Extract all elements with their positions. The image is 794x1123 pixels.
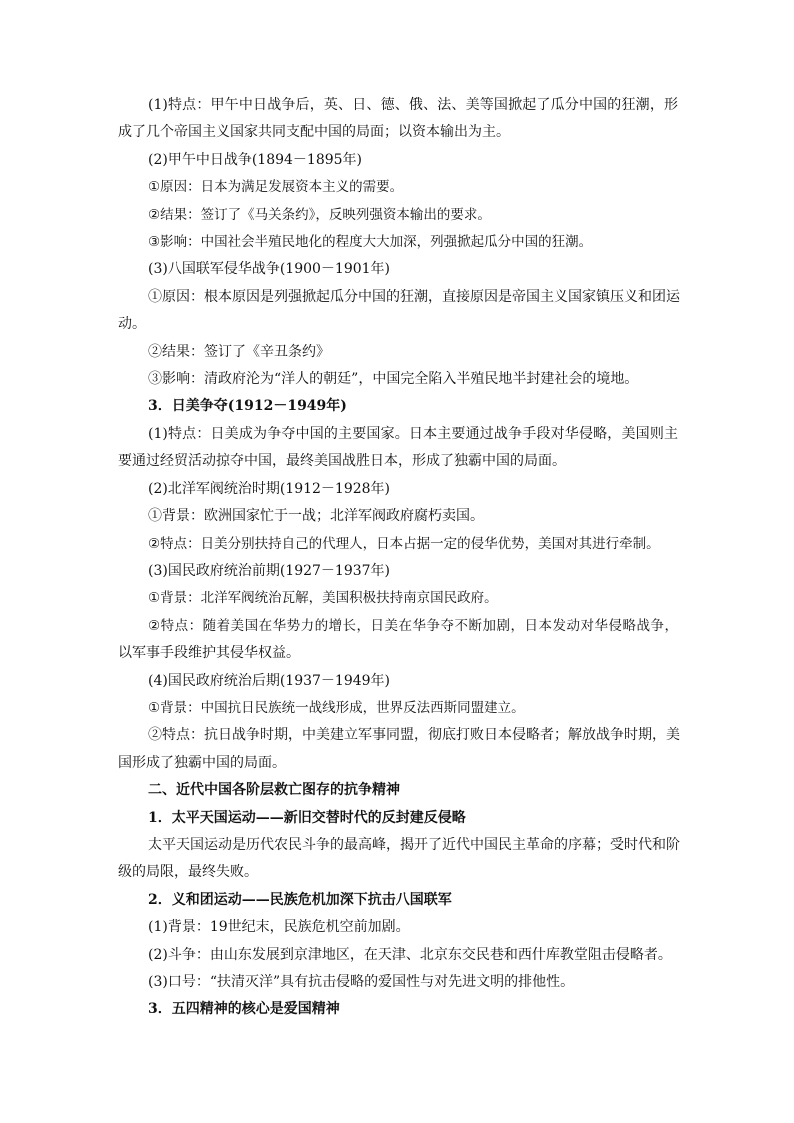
text-line: (1)背景：19世纪末，民族危机空前加剧。 xyxy=(148,919,410,936)
text-line: (2)甲午中日战争(1894－1895年) xyxy=(148,151,363,168)
text-line: ③影响：清政府沦为“洋人的朝廷”，中国完全陷入半殖民地半封建社会的境地。 xyxy=(148,371,639,388)
text-line: ③影响：中国社会半殖民地化的程度大大加深，列强掀起瓜分中国的狂潮。 xyxy=(148,234,593,251)
text-line: (3)八国联军侵华战争(1900－1901年) xyxy=(148,261,391,278)
text-line: (1)特点：日美成为争夺中国的主要国家。日本主要通过战争手段对华侵略，美国则主 xyxy=(148,425,678,442)
text-line: 1．太平天国运动——新旧交替时代的反封建反侵略 xyxy=(148,809,466,826)
text-line: 级的局限，最终失败。 xyxy=(118,864,258,881)
text-line: ②特点：随着美国在华势力的增长，日美在华争夺不断加剧，日本发动对华侵略战争， xyxy=(148,617,678,634)
text-line: ①原因：日本为满足发展资本主义的需要。 xyxy=(148,179,404,196)
text-line: 2．义和团运动——民族危机加深下抗击八国联军 xyxy=(148,891,452,908)
text-line: 成了几个帝国主义国家共同支配中国的局面；以资本输出为主。 xyxy=(118,124,510,141)
text-line: (2)斗争：由山东发展到京津地区，在天津、北京东交民巷和西什库教堂阻击侵略者。 xyxy=(148,946,672,963)
text-line: 国形成了独霸中国的局面。 xyxy=(118,754,286,771)
text-line: ②特点：抗日战争时期，中美建立军事同盟，彻底打败日本侵略者；解放战争时期，美 xyxy=(148,727,680,744)
text-line: ①原因：根本原因是列强掀起瓜分中国的狂潮，直接原因是帝国主义国家镇压义和团运 xyxy=(148,288,680,305)
text-line: ②结果：签订了《马关条约》，反映列强资本输出的要求。 xyxy=(148,206,491,223)
text-line: 要通过经贸活动掠夺中国，最终美国战胜日本，形成了独霸中国的局面。 xyxy=(118,453,566,470)
text-line: ②特点：日美分别扶持自己的代理人，日本占据一定的侵华优势，美国对其进行牵制。 xyxy=(148,535,660,552)
text-line: 3．日美争夺(1912－1949年) xyxy=(148,398,347,415)
text-line: (1)特点：甲午中日战争后，英、日、德、俄、法、美等国掀起了瓜分中国的狂潮，形 xyxy=(148,97,678,113)
text-line: (3)口号：“扶清灭洋”具有抗击侵略的爱国性与对先进文明的排他性。 xyxy=(148,974,575,990)
text-line: ①背景：北洋军阀统治瓦解，美国积极扶持南京国民政府。 xyxy=(148,590,498,607)
text-line: 太平天国运动是历代农民斗争的最高峰，揭开了近代中国民主革命的序幕；受时代和阶 xyxy=(148,836,680,853)
text-line: (4)国民政府统治后期(1937－1949年) xyxy=(148,672,391,689)
text-line: 以军事手段维护其侵华权益。 xyxy=(118,645,300,662)
text-line: (3)国民政府统治前期(1927－1937年) xyxy=(148,562,391,579)
text-line: ①背景：欧洲国家忙于一战；北洋军阀政府腐朽卖国。 xyxy=(148,508,484,525)
text-line: 3．五四精神的核心是爱国精神 xyxy=(148,1001,340,1018)
text-line: 二、近代中国各阶层救亡图存的抗争精神 xyxy=(148,782,400,799)
document-body xyxy=(118,92,678,1024)
text-line: 动。 xyxy=(118,316,146,333)
text-line: (2)北洋军阀统治时期(1912－1928年) xyxy=(148,480,391,497)
text-line: ②结果：签订了《辛丑条约》 xyxy=(148,343,330,360)
text-line: ①背景：中国抗日民族统一战线形成，世界反法西斯同盟建立。 xyxy=(148,699,525,716)
